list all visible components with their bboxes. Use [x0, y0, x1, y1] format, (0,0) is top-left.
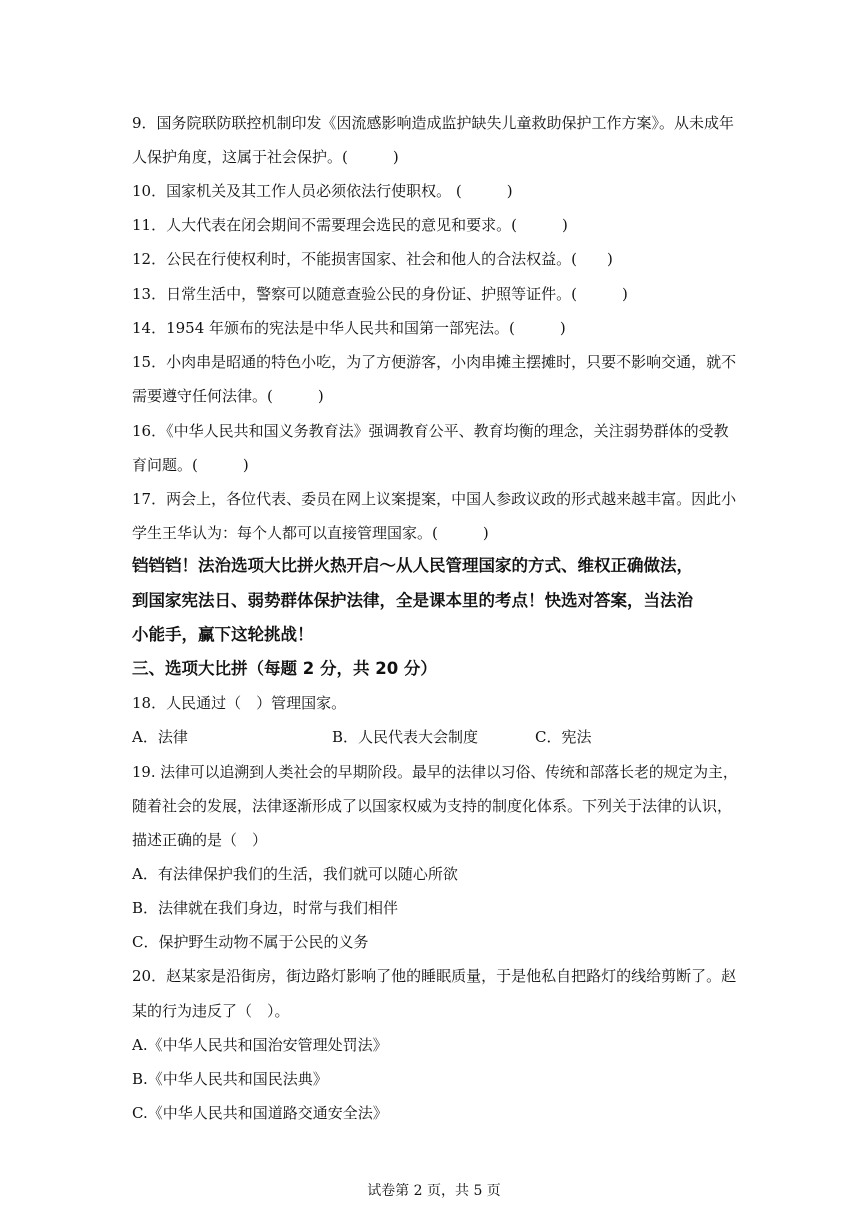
question-17-line-1: 17．两会上，各位代表、委员在网上议案提案，中国人参政议政的形式越来越丰富。因此小	[132, 490, 737, 508]
question-20-line-1: 20．赵某家是沿街房，街边路灯影响了他的睡眠质量，于是他私自把路灯的线给剪断了。赵	[132, 967, 737, 985]
page-footer: 试卷第 2 页，共 5 页	[367, 1183, 501, 1199]
question-19-option-a: A．有法律保护我们的生活，我们就可以随心所欲	[132, 865, 458, 883]
question-18-option-b: B．人民代表大会制度	[332, 728, 479, 746]
section-3-heading: 三、选项大比拼（每题 2 分，共 20 分）	[132, 659, 437, 678]
question-9-line-1: 9．国务院联防联控机制印发《因流感影响造成监护缺失儿童救助保护工作方案》。从未成年	[132, 114, 735, 132]
question-14: 14．1954 年颁布的宪法是中华人民共和国第一部宪法。( )	[132, 319, 566, 337]
question-20-option-a: A.《中华人民共和国治安管理处罚法》	[132, 1036, 388, 1054]
question-13: 13．日常生活中，警察可以随意查验公民的身份证、护照等证件。( )	[132, 285, 628, 303]
question-17-line-2: 学生王华认为：每个人都可以直接管理国家。( )	[132, 524, 489, 542]
question-18-option-c: C．宪法	[535, 728, 592, 746]
question-10: 10．国家机关及其工作人员必须依法行使职权。 ( )	[132, 182, 513, 200]
question-9-line-2: 人保护角度，这属于社会保护。( )	[132, 148, 399, 166]
intro-line-1: 铛铛铛！法治选项大比拼火热开启～从人民管理国家的方式、维权正确做法，	[132, 556, 693, 575]
intro-line-3: 小能手，赢下这轮挑战！	[132, 625, 314, 644]
question-15-line-1: 15．小肉串是昭通的特色小吃，为了方便游客，小肉串摊主摆摊时，只要不影响交通，就不	[132, 353, 737, 371]
question-19-line-2: 随着社会的发展，法律逐渐形成了以国家权威为支持的制度化体系。下列关于法律的认识，	[132, 797, 733, 815]
question-18-option-a: A．法律	[132, 728, 188, 746]
question-16-line-2: 育问题。( )	[132, 456, 249, 474]
question-20-option-c: C.《中华人民共和国道路交通安全法》	[132, 1104, 388, 1122]
question-19-option-b: B．法律就在我们身边，时常与我们相伴	[132, 899, 399, 917]
question-19-line-1: 19. 法律可以追溯到人类社会的早期阶段。最早的法律以习俗、传统和部落长老的规定为主，	[132, 763, 738, 781]
question-20-option-b: B.《中华人民共和国民法典》	[132, 1070, 328, 1088]
question-18-stem: 18．人民通过（ ）管理国家。	[132, 694, 347, 712]
question-19-line-3: 描述正确的是（ ）	[132, 831, 268, 849]
question-20-line-2: 某的行为违反了（ ）。	[132, 1002, 290, 1020]
question-16-line-1: 16．《中华人民共和国义务教育法》强调教育公平、教育均衡的理念，关注弱势群体的受教	[132, 422, 729, 440]
question-12: 12．公民在行使权利时，不能损害国家、社会和他人的合法权益。( )	[132, 250, 613, 268]
question-11: 11．人大代表在闭会期间不需要理会选民的意见和要求。( )	[132, 216, 568, 234]
question-19-option-c: C．保护野生动物不属于公民的义务	[132, 933, 369, 951]
question-15-line-2: 需要遵守任何法律。( )	[132, 387, 324, 405]
intro-line-2: 到国家宪法日、弱势群体保护法律，全是课本里的考点！快选对答案，当法治	[132, 591, 693, 610]
